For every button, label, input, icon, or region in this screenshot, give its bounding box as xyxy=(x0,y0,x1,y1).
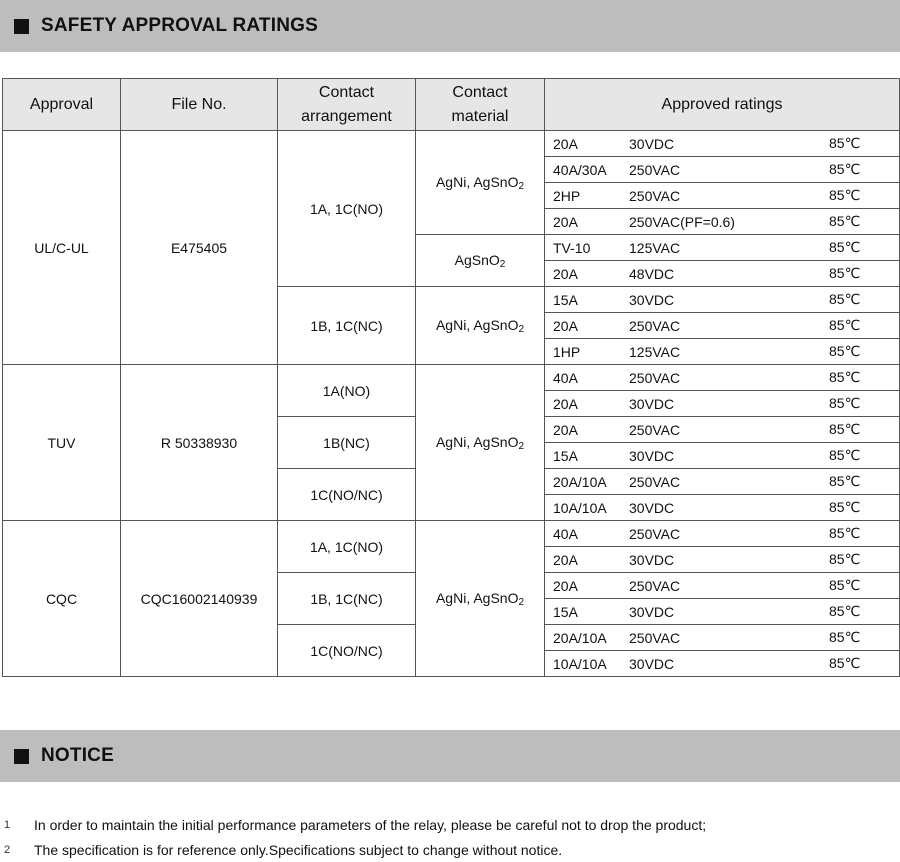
rating-current: 20A xyxy=(553,265,578,282)
rating-current: 10A/10A xyxy=(553,499,607,516)
safety-ratings-table xyxy=(2,78,900,677)
rating-voltage: 250VAC xyxy=(629,421,681,438)
table-row xyxy=(3,521,900,547)
rating-voltage: 250VAC xyxy=(629,161,681,178)
rating-temp: 85℃ xyxy=(829,551,861,567)
rating-cell xyxy=(545,625,900,651)
rating-cell xyxy=(545,599,900,625)
rating-voltage: 250VAC xyxy=(629,317,681,334)
notice-number: 2 xyxy=(4,843,11,856)
arrangement-cell: 1B, 1C(NC) xyxy=(278,573,416,625)
material-cell: AgNi, AgSnO$_2$ xyxy=(416,287,545,365)
rating-current: 20A/10A xyxy=(553,473,607,490)
notice-item xyxy=(0,837,900,862)
rating-voltage: 250VAC xyxy=(629,473,681,490)
square-bullet-icon xyxy=(14,19,29,34)
rating-voltage: 250VAC xyxy=(629,577,681,594)
rating-current: 15A xyxy=(553,447,578,464)
rating-voltage: 30VDC xyxy=(629,499,675,516)
section-title: SAFETY APPROVAL RATINGS xyxy=(41,15,318,36)
section-title: NOTICE xyxy=(41,745,114,766)
rating-cell xyxy=(545,287,900,313)
approval-cell: TUV xyxy=(3,365,121,521)
rating-voltage: 30VDC xyxy=(629,395,675,412)
rating-cell xyxy=(545,157,900,183)
rating-temp: 85℃ xyxy=(829,161,861,177)
section-header-safety xyxy=(0,0,900,52)
rating-cell xyxy=(545,495,900,521)
rating-cell xyxy=(545,469,900,495)
rating-temp: 85℃ xyxy=(829,265,861,281)
rating-current: 20A xyxy=(553,317,578,334)
rating-voltage: 250VAC xyxy=(629,525,681,542)
rating-temp: 85℃ xyxy=(829,629,861,645)
rating-temp: 85℃ xyxy=(829,577,861,593)
arrangement-cell: 1C(NO/NC) xyxy=(278,469,416,521)
col-header-contact-material: Contact material xyxy=(416,79,545,131)
rating-cell xyxy=(545,235,900,261)
material-cell: AgNi, AgSnO$_2$ xyxy=(416,521,545,677)
rating-current: 20A xyxy=(553,395,578,412)
rating-temp: 85℃ xyxy=(829,135,861,151)
rating-voltage: 250VAC xyxy=(629,369,681,386)
rating-voltage: 30VDC xyxy=(629,447,675,464)
rating-temp: 85℃ xyxy=(829,343,861,359)
rating-cell xyxy=(545,443,900,469)
rating-temp: 85℃ xyxy=(829,291,861,307)
rating-voltage: 48VDC xyxy=(629,265,675,282)
arrangement-cell: 1C(NO/NC) xyxy=(278,625,416,677)
rating-current: 40A xyxy=(553,369,578,386)
file-no-cell: CQC16002140939 xyxy=(121,521,278,677)
rating-temp: 85℃ xyxy=(829,239,861,255)
rating-current: 20A/10A xyxy=(553,629,607,646)
rating-cell xyxy=(545,339,900,365)
table-row xyxy=(3,365,900,391)
rating-temp: 85℃ xyxy=(829,187,861,203)
rating-cell xyxy=(545,209,900,235)
rating-current: 20A xyxy=(553,421,578,438)
rating-cell xyxy=(545,261,900,287)
rating-voltage: 30VDC xyxy=(629,603,675,620)
table-row xyxy=(3,131,900,157)
rating-cell xyxy=(545,313,900,339)
rating-voltage: 125VAC xyxy=(629,343,681,360)
rating-voltage: 125VAC xyxy=(629,239,681,256)
rating-temp: 85℃ xyxy=(829,499,861,515)
rating-cell xyxy=(545,521,900,547)
rating-temp: 85℃ xyxy=(829,317,861,333)
rating-temp: 85℃ xyxy=(829,213,861,229)
arrangement-cell: 1A, 1C(NO) xyxy=(278,131,416,287)
rating-temp: 85℃ xyxy=(829,369,861,385)
notice-number: 1 xyxy=(4,818,11,831)
arrangement-cell: 1B, 1C(NC) xyxy=(278,287,416,365)
rating-current: 2HP xyxy=(553,187,581,204)
rating-voltage: 30VDC xyxy=(629,291,675,308)
approval-cell: UL/C-UL xyxy=(3,131,121,365)
rating-current: 40A/30A xyxy=(553,161,607,178)
rating-cell xyxy=(545,547,900,573)
rating-cell xyxy=(545,365,900,391)
rating-voltage: 250VAC xyxy=(629,629,681,646)
rating-current: 20A xyxy=(553,551,578,568)
rating-cell xyxy=(545,651,900,677)
rating-temp: 85℃ xyxy=(829,395,861,411)
rating-current: TV-10 xyxy=(553,239,591,256)
square-bullet-icon xyxy=(14,749,29,764)
section-header-notice xyxy=(0,730,900,782)
rating-current: 1HP xyxy=(553,343,581,360)
rating-current: 10A/10A xyxy=(553,655,607,672)
notice-list xyxy=(0,812,900,862)
rating-voltage: 250VAC(PF=0.6) xyxy=(629,213,735,230)
rating-current: 20A xyxy=(553,135,578,152)
rating-temp: 85℃ xyxy=(829,473,861,489)
arrangement-cell: 1B(NC) xyxy=(278,417,416,469)
rating-temp: 85℃ xyxy=(829,421,861,437)
rating-current: 15A xyxy=(553,603,578,620)
col-header-approval: Approval xyxy=(3,79,121,131)
rating-temp: 85℃ xyxy=(829,447,861,463)
arrangement-cell: 1A, 1C(NO) xyxy=(278,521,416,573)
rating-cell xyxy=(545,131,900,157)
table-header-row xyxy=(3,79,900,131)
rating-current: 20A xyxy=(553,213,578,230)
rating-current: 15A xyxy=(553,291,578,308)
rating-cell xyxy=(545,391,900,417)
file-no-cell: E475405 xyxy=(121,131,278,365)
file-no-cell: R 50338930 xyxy=(121,365,278,521)
rating-cell xyxy=(545,417,900,443)
rating-current: 20A xyxy=(553,577,578,594)
rating-voltage: 30VDC xyxy=(629,551,675,568)
col-header-contact-arrangement: Contact arrangement xyxy=(278,79,416,131)
rating-temp: 85℃ xyxy=(829,603,861,619)
notice-item xyxy=(0,812,900,837)
approval-cell: CQC xyxy=(3,521,121,677)
col-header-file-no: File No. xyxy=(121,79,278,131)
rating-temp: 85℃ xyxy=(829,655,861,671)
notice-text: The specification is for reference only.Specifications subject to change without notice. xyxy=(34,841,563,858)
rating-cell xyxy=(545,573,900,599)
material-cell: AgNi, AgSnO$_2$ xyxy=(416,365,545,521)
arrangement-cell: 1A(NO) xyxy=(278,365,416,417)
rating-cell xyxy=(545,183,900,209)
rating-current: 40A xyxy=(553,525,578,542)
material-cell: AgNi, AgSnO$_2$ xyxy=(416,131,545,235)
col-header-approved-ratings: Approved ratings xyxy=(545,79,900,131)
rating-voltage: 250VAC xyxy=(629,187,681,204)
material-cell: AgSnO$_2$ xyxy=(416,235,545,287)
rating-temp: 85℃ xyxy=(829,525,861,541)
rating-voltage: 30VDC xyxy=(629,655,675,672)
notice-text: In order to maintain the initial performance parameters of the relay, please be careful not to drop the product; xyxy=(34,816,707,833)
rating-voltage: 30VDC xyxy=(629,135,675,152)
